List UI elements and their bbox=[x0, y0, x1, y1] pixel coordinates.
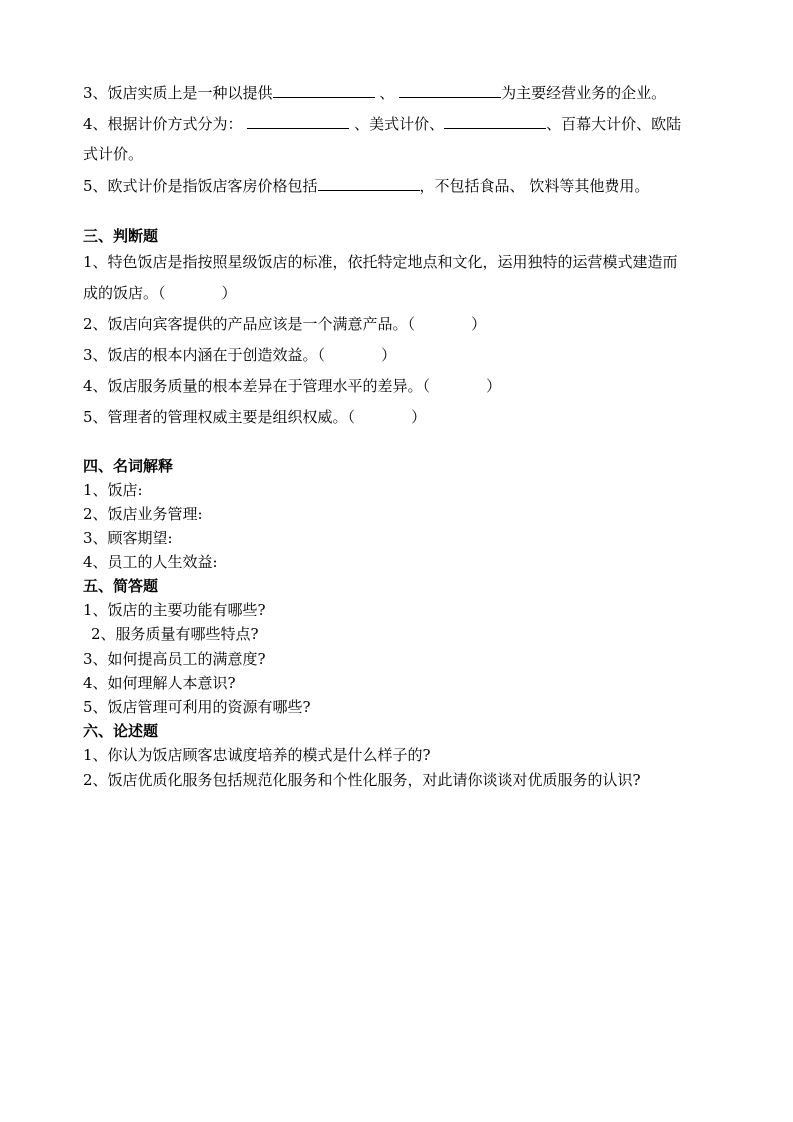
question-text: 、美式计价、 bbox=[349, 115, 445, 133]
judge-question-2 bbox=[83, 314, 486, 334]
term-item: 3、顾客期望: bbox=[83, 529, 173, 547]
judge-question-1-cont bbox=[83, 283, 237, 303]
answer-blank[interactable] bbox=[318, 175, 420, 191]
question-text: 3、饭店实质上是一种以提供 bbox=[83, 84, 273, 102]
fill-question-3 bbox=[83, 82, 666, 103]
section-heading-short: 五、简答题 bbox=[83, 577, 159, 595]
question-text: 3、饭店的根本内涵在于创造效益。 bbox=[83, 346, 318, 364]
short-question: 5、饭店管理可利用的资源有哪些? bbox=[83, 698, 311, 716]
answer-blank[interactable] bbox=[399, 82, 501, 98]
judge-question-1: 1、特色饭店是指按照星级饭店的标准，依托特定地点和文化，运用独特的运营模式建造而 bbox=[83, 253, 678, 271]
judge-question-5 bbox=[83, 407, 426, 427]
paren-close: ） bbox=[381, 346, 397, 364]
question-text: 成的饭店。 bbox=[83, 284, 159, 302]
answer-blank[interactable] bbox=[273, 82, 375, 98]
section-heading-essay: 六、论述题 bbox=[83, 722, 159, 740]
paren-close: ） bbox=[221, 284, 237, 302]
short-question: 1、饭店的主要功能有哪些? bbox=[83, 601, 266, 619]
section-heading-terms: 四、名词解释 bbox=[83, 457, 174, 475]
question-text: 4、根据计价方式分为： bbox=[83, 115, 243, 133]
paren-open: （ bbox=[158, 284, 166, 302]
fill-question-4-cont: 式计价。 bbox=[83, 145, 144, 163]
paren-open: （ bbox=[317, 346, 326, 364]
paren-close: ） bbox=[471, 315, 487, 333]
paren-close: ） bbox=[486, 377, 502, 395]
question-text: 5、管理者的管理权威主要是组织权威。 bbox=[83, 408, 348, 426]
question-text: 4、饭店服务质量的根本差异在于管理水平的差异。 bbox=[83, 377, 423, 395]
fill-question-4 bbox=[83, 113, 681, 134]
question-text: 为主要经营业务的企业。 bbox=[501, 84, 667, 102]
paren-open: （ bbox=[407, 315, 416, 333]
short-question: 4、如何理解人本意识? bbox=[83, 674, 236, 692]
essay-question: 1、你认为饭店顾客忠诚度培养的模式是什么样子的? bbox=[83, 746, 431, 764]
section-heading-judge: 三、判断题 bbox=[83, 227, 159, 245]
term-item: 1、饭店: bbox=[83, 481, 143, 499]
judge-question-4 bbox=[83, 376, 501, 396]
fill-question-5 bbox=[83, 175, 649, 196]
term-item: 2、饭店业务管理: bbox=[83, 505, 203, 523]
answer-blank[interactable] bbox=[444, 113, 546, 129]
paren-open: （ bbox=[422, 377, 431, 395]
paren-close: ） bbox=[411, 408, 427, 426]
question-text: 5、欧式计价是指饭店客房价格包括 bbox=[83, 177, 318, 195]
question-text: 2、饭店向宾客提供的产品应该是一个满意产品。 bbox=[83, 315, 408, 333]
answer-blank[interactable] bbox=[247, 113, 349, 129]
short-question: 3、如何提高员工的满意度? bbox=[83, 650, 266, 668]
question-text: 、百幕大计价、欧陆 bbox=[546, 115, 682, 133]
term-item: 4、员工的人生效益: bbox=[83, 553, 218, 571]
short-question: 2、服务质量有哪些特点? bbox=[91, 625, 259, 643]
judge-question-3 bbox=[83, 345, 396, 365]
question-text: 、 bbox=[374, 84, 400, 102]
paren-open: （ bbox=[347, 408, 356, 426]
essay-question: 2、饭店优质化服务包括规范化服务和个性化服务，对此请你谈谈对优质服务的认识? bbox=[83, 771, 641, 789]
question-text: ，不包括食品、 饮料等其他费用。 bbox=[419, 177, 650, 195]
